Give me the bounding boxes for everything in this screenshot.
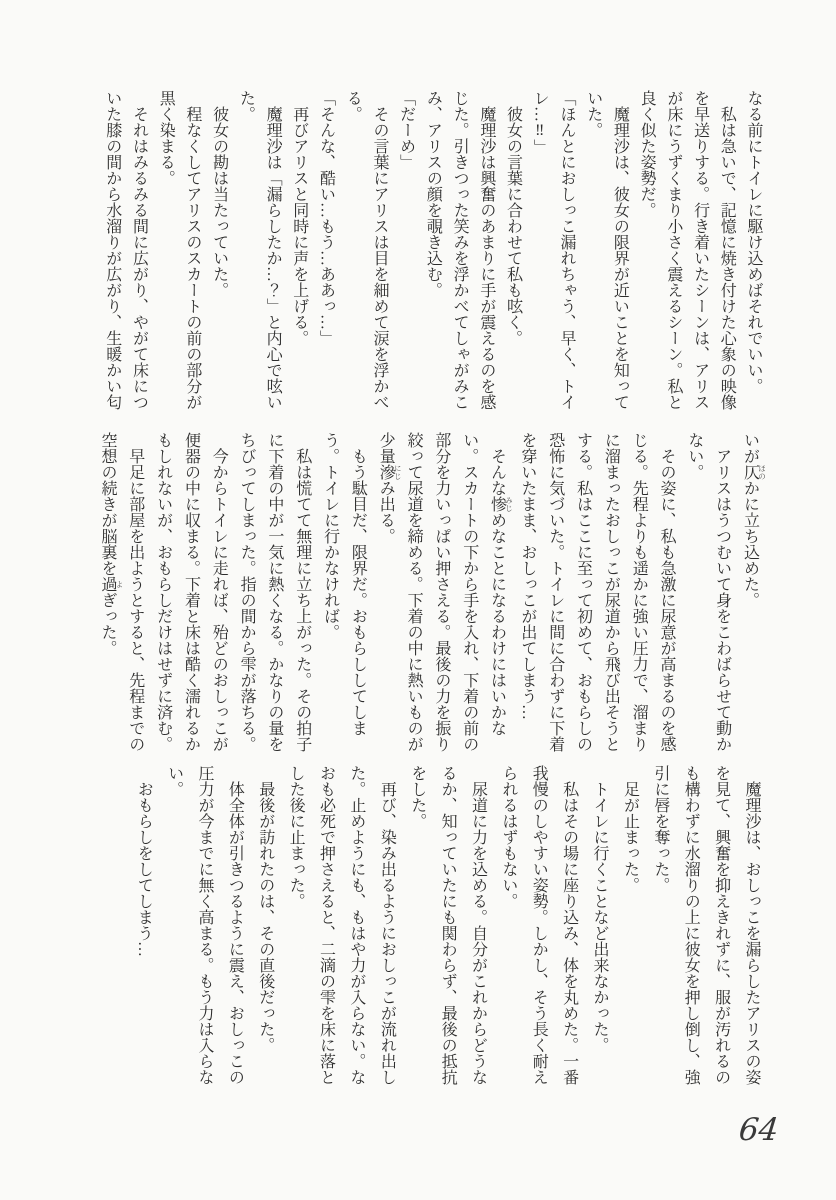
paragraph: 魔理沙は、彼女の限界が近いことを知っていた。	[584, 90, 629, 410]
paragraph: アリスはうつむいて身をこわばらせて動かない。	[685, 432, 731, 752]
text-band-top	[98, 90, 766, 413]
paragraph: いが仄 ほのかに立ち込めた。	[741, 432, 767, 608]
paragraph: 再び、染み出るようにおしっこが流れ出した。止めようにも、もはや力が入らない。なおも必死で押さえると、二滴の雫を床に落とした後に止まった。	[287, 765, 396, 1085]
paragraph: 魔理沙は「漏らしたか…？」と内心で呟いた。	[237, 90, 282, 410]
paragraph: 「ほんとにおしっこ漏れちゃう、早く、トイレ…‼」	[531, 90, 575, 410]
paragraph: その姿に、私も急激に尿意が高まるのを感じる。先程よりも遥かに強い圧力で、溜まりに溜まったおしっこが尿道から飛び出そうとする。私はここに至って初めて、おもらしの恐怖に気づいた。トイレに間に合わずに下着を穿いたまま、おしっこが出てしまう…	[518, 432, 676, 752]
paragraph: 「だーめ」	[397, 90, 415, 170]
paragraph: 再びアリスと同時に声を上げる。	[290, 90, 308, 346]
paragraph: 今からトイレに走れば、殆どのおしっこが便器の中に収まる。下着と床は酷く濡れるかもしれないが、おもらしだけはせずに済む。	[154, 432, 228, 752]
paragraph: 私はその場に座り込み、体を丸めた。一番我慢のしやすい姿勢。しかし、そう長く耐えられるはずもない。	[499, 765, 578, 1085]
text-band-bottom	[128, 765, 766, 1091]
paragraph: 彼女の勘は当たっていた。	[210, 90, 228, 298]
paragraph: その言葉にアリスは目を細めて涙を浮かべる。	[344, 90, 388, 410]
paragraph: なる前にトイレに駆け込めばそれでいい。	[745, 90, 762, 394]
paragraph: 最後が訪れたのは、その直後だった。	[256, 765, 274, 1053]
paragraph: 早足に部屋を出ようとすると、先程までの空想の続きが脳裏を過 よぎった。	[98, 432, 144, 752]
paragraph: 足が止まった。	[621, 765, 639, 893]
paragraph: 体全体が引きつるように震え、おしっこの圧力が今までに無く高まる。もう力は入らない。	[165, 765, 244, 1085]
paragraph: それはみるみる間に広がり、やがて床についた膝の間から水溜りが広がり、生暖かい匂	[103, 90, 148, 410]
paragraph: 尿道に力を込める。自分がこれからどうなるか、知っていたにも関わらず、最後の抵抗をした。	[408, 765, 487, 1085]
paragraph: 私は慌てて無理に立ち上がった。その拍子に下着の中が一気に熱くなる。かなりの量をちびってしまった。指の間から雫が落ちる。	[238, 432, 311, 752]
paragraph: もう駄目だ、限界だ。おもらししてしまう。トイレに行かなければ。	[321, 432, 367, 736]
paragraph: トイレに行くことなど出来なかった。	[591, 765, 609, 1053]
paragraph: おもらしをしてしまう…	[135, 765, 153, 957]
paragraph: 「そんな、酷い…もう…ああっ…」	[317, 90, 335, 346]
paragraph: そんな惨 みじめなことになるわけにはいかない。スカートの下から手を入れ、下着の前の部分を力いっぱい押さえる。最後の力を振り絞って尿道を締める。下着の中に熱いものが少量滲 にじみ出る。	[377, 432, 514, 752]
paragraph: 私は急いで、記憶に焼き付けた心象の映像を早送りする。行き着いたシーンは、アリスが床にうずくまり小さく震えるシーン。私と良く似た姿勢だ。	[638, 90, 736, 410]
paragraph: 程なくしてアリスのスカートの前の部分が黒く染まる。	[157, 90, 201, 410]
paragraph: 魔理沙は興奮のあまりに手が震えるのを感じた。引きつった笑みを浮かべてしゃがみこみ、アリスの顔を覗き込む。	[424, 90, 495, 410]
paragraph: 彼女の言葉に合わせて私も呟く。	[504, 90, 522, 346]
text-band-middle	[93, 432, 766, 755]
paragraph: 魔理沙は、おしっこを漏らしたアリスの姿を見て、興奮を抑えきれずに、服が汚れるのも構わずに水溜りの上に彼女を押し倒し、強引に唇を奪った。	[651, 765, 760, 1085]
page-number: 64	[736, 1112, 780, 1148]
